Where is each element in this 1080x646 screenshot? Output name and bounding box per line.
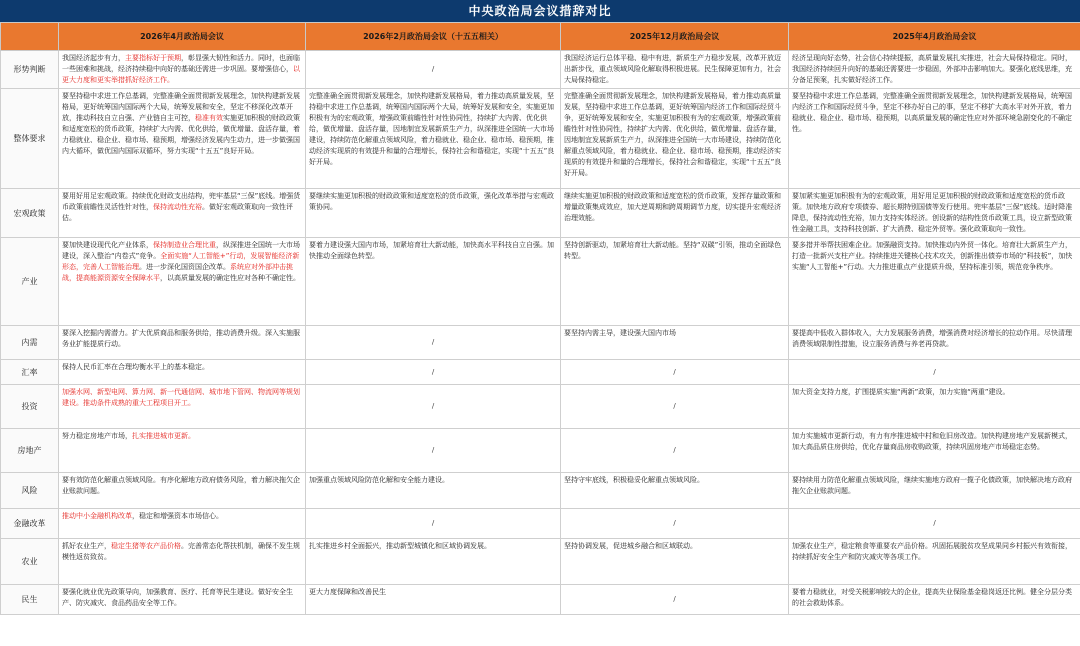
cell-text: 要用好用足宏观政策。持续优化财政支出结构，兜牢基层“三保”底线。增强货币政策前瞻性灵活性针对性， <box>62 192 301 211</box>
cell-2026-feb: 更大力度保障和改善民生 <box>306 585 561 615</box>
cell-2025-apr: 要坚持稳中求进工作总基调，完整准确全面贯彻新发展理念，加快构建新发展格局，统筹国内经济工作和国际经贸斗争，坚定不移办好自己的事，坚定不移扩大高水平对外开放，着力稳就业、稳企业、稳市场、稳预期，以高质量发展的确定性应对外部环境急剧变化的不确定性。 <box>789 89 1080 189</box>
cell-2026-feb: / <box>306 385 561 429</box>
row-category: 民生 <box>1 585 59 615</box>
cell-2026-feb: 要着力建设强大国内市场，加紧培育壮大新动能，加快高水平科技自立自强。加快推动全面绿色转型。 <box>306 238 561 326</box>
table-row <box>1 473 1080 509</box>
comparison-table <box>0 22 1080 615</box>
header-2025-dec: 2025年12月政治局会议 <box>561 23 789 51</box>
cell-2026-apr <box>59 89 306 189</box>
highlight-text: 以更大力度和更实举措抓好经济工作。 <box>62 65 300 84</box>
highlight-text: 加强水网、新型电网、算力网、新一代通信网、城市地下管网、物流网等规划建设。推动条件成熟的重大工程项目开工。 <box>62 388 300 407</box>
table-row <box>1 360 1080 385</box>
cell-2025-dec: / <box>561 360 789 385</box>
cell-2026-feb: / <box>306 360 561 385</box>
cell-2025-dec: / <box>561 509 789 539</box>
cell-2025-dec: 我国经济运行总体平稳、稳中有进，新质生产力稳步发展，改革开放迈出新步伐，重点领域风险化解取得积极进展。民生保障更加有力，社会大局保持稳定。 <box>561 51 789 89</box>
cell-text: ，稳定和增强资本市场信心。 <box>132 512 223 520</box>
cell-text: 要有效防范化解重点领域风险。有序化解地方政府债务风险，着力解决拖欠企业账款问题。 <box>62 476 300 495</box>
cell-2026-feb: 加强重点领域风险防范化解和安全能力建设。 <box>306 473 561 509</box>
cell-2026-feb: / <box>306 51 561 89</box>
cell-2025-dec: / <box>561 429 789 473</box>
row-category: 房地产 <box>1 429 59 473</box>
cell-2026-apr <box>59 326 306 360</box>
cell-2025-dec: 完整准确全面贯彻新发展理念，加快构建新发展格局，着力推动高质量发展，坚持稳中求进工作总基调，更好统筹国内经济工作和国际经贸斗争，更好统筹发展和安全，实施更加积极有为的宏观政策，增强政策前瞻性针对性协同性，持续扩大内需、优化供给，做优增量、盘活存量，因地制宜发展新质生产力，纵深推进全国统一大市场建设，持续防范化解重点领域风险，着力稳就业、稳企业、稳市场、稳预期，推动经济实现质的有效提升和量的合理增长，保持社会和谐稳定，实现“十五五”良好开局。 <box>561 89 789 189</box>
cell-2026-feb: 扎实推进乡村全面振兴，推动新型城镇化和区域协调发展。 <box>306 539 561 585</box>
highlight-text: 稳准有效 <box>195 114 223 122</box>
cell-2025-apr: 要持续用力防范化解重点领域风险，继续实施地方政府一揽子化债政策，加快解决地方政府拖欠企业账款问题。 <box>789 473 1080 509</box>
cell-2025-apr: / <box>789 509 1080 539</box>
cell-2026-feb: / <box>306 509 561 539</box>
cell-text: ，纵深推进全国统一大市场建设，深入整治“内卷式”竞争。 <box>62 241 300 260</box>
row-category: 整体要求 <box>1 89 59 189</box>
cell-2026-feb: / <box>306 326 561 360</box>
cell-2025-apr: 要多措并举帮扶困难企业。加强融资支持。加快推动内外贸一体化。培育壮大新质生产力，打造一批新兴支柱产业。持续推进关键核心技术攻关，创新推出债券市场的“科技板”，加快实施“人工智能+”行动。大力推进重点产业提质升级，坚持标准引领，规范竞争秩序。 <box>789 238 1080 326</box>
table-row <box>1 51 1080 89</box>
header-2025-apr: 2025年4月政治局会议 <box>789 23 1080 51</box>
cell-text: ，以高质量发展的确定性应对各种不确定性。 <box>160 274 300 282</box>
cell-text: 努力稳定房地产市场， <box>62 432 132 440</box>
cell-2026-apr <box>59 51 306 89</box>
cell-2026-apr <box>59 189 306 238</box>
table-row <box>1 429 1080 473</box>
highlight-text: 保持制造业合理比重 <box>153 241 216 249</box>
cell-2026-apr <box>59 473 306 509</box>
cell-2025-apr: 要加紧实施更加积极有为的宏观政策，用好用足更加积极的财政政策和适度宽松的货币政策。加快地方政府专项债券、超长期特别国债等发行使用。兜牢基层“三保”底线。适时降准降息，保持流动性充裕，加力支持实体经济。创设新的结构性货币政策工具，设立新型政策性金融工具，支持科技创新、扩大消费、稳定外贸等。强化政策取向一致性。 <box>789 189 1080 238</box>
row-category: 产业 <box>1 238 59 326</box>
header-2026-apr: 2026年4月政治局会议 <box>59 23 306 51</box>
row-category: 宏观政策 <box>1 189 59 238</box>
header-category <box>1 23 59 51</box>
table-row <box>1 326 1080 360</box>
cell-text: 实施更加积极的财政政策和适度宽松的货币政策，持续扩大内需、优化供给，做优增量、盘活存量，着力稳就业、稳企业、稳市场、稳预期，增强经济发展内生动力，进一步做强国内大循环，做优国内国际双循环，努力实现“十五五”良好开局。 <box>62 114 300 155</box>
header-2026-feb: 2026年2月政治局会议（十五五相关） <box>306 23 561 51</box>
table-row <box>1 509 1080 539</box>
row-category: 内需 <box>1 326 59 360</box>
cell-text: 要强化就业优先政策导向，加强教育、医疗、托育等民生建设。做好安全生产、防灾减灾、食品药品安全等工作。 <box>62 588 293 607</box>
cell-2025-dec: 继续实施更加积极的财政政策和适度宽松的货币政策，发挥存量政策和增量政策集成效应，加大逆周期和跨周期调节力度，切实提升宏观经济治理效能。 <box>561 189 789 238</box>
header-row <box>1 23 1080 51</box>
cell-2025-dec: 坚持守牢底线，积极稳妥化解重点领域风险。 <box>561 473 789 509</box>
highlight-text: 稳定生猪等农产品价格 <box>111 542 181 550</box>
cell-2026-apr <box>59 539 306 585</box>
table-row <box>1 238 1080 326</box>
row-category: 形势判断 <box>1 51 59 89</box>
cell-text: ，彰显强大韧性和活力。同时，也面临一些困难和挑战，经济持续稳中向好的基础还需进一步巩固。要增强信心， <box>62 54 300 73</box>
row-category: 农业 <box>1 539 59 585</box>
table-row <box>1 189 1080 238</box>
cell-2025-dec: 坚持创新驱动，加紧培育壮大新动能。坚持“双碳”引领，推动全面绿色转型。 <box>561 238 789 326</box>
cell-2025-apr: 加强农业生产，稳定粮食等重要农产品价格。巩固拓展脱贫攻坚成果同乡村振兴有效衔接，持续抓好安全生产和防灾减灾等各项工作。 <box>789 539 1080 585</box>
row-category: 金融改革 <box>1 509 59 539</box>
highlight-text: 保持流动性充裕 <box>153 203 202 211</box>
cell-2025-dec: 要坚持内需主导，建设强大国内市场 <box>561 326 789 360</box>
table-row <box>1 539 1080 585</box>
cell-2026-apr <box>59 509 306 539</box>
table-body <box>1 51 1080 615</box>
cell-2026-apr <box>59 360 306 385</box>
cell-text: 要加快建设现代化产业体系， <box>62 241 153 249</box>
cell-text: 抓好农业生产， <box>62 542 111 550</box>
table-header <box>1 23 1080 51</box>
cell-text: 。做好宏观政策取向一致性评估。 <box>62 203 293 222</box>
cell-2025-apr: 加大资金支持力度，扩围提质实施“两新”政策，加力实施“两重”建设。 <box>789 385 1080 429</box>
row-category: 风险 <box>1 473 59 509</box>
cell-text: 。进一步深化国资国企改革。 <box>139 263 230 271</box>
row-category: 投资 <box>1 385 59 429</box>
cell-2025-dec: / <box>561 585 789 615</box>
cell-text: 要坚持稳中求进工作总基调，完整准确全面贯彻新发展理念，加快构建新发展格局，更好统筹国内国际两个大局，统筹发展和安全，坚定不移深化改革开放，推动科技自立自强、产业链自主可控， <box>62 92 300 122</box>
cell-2026-apr <box>59 585 306 615</box>
highlight-text: 全面实施“人工智能+”行动，发展智能经济新形态，完善人工智能治理 <box>62 252 300 271</box>
page-title: 中央政治局会议措辞对比 <box>0 0 1080 22</box>
cell-text: 保持人民币汇率在合理均衡水平上的基本稳定。 <box>62 363 209 371</box>
highlight-text: 推动中小金融机构改革 <box>62 512 132 520</box>
cell-text: 要深入挖掘内需潜力。扩大优质商品和服务供给，推动消费升级。深入实施服务业扩能提质行动。 <box>62 329 300 348</box>
table-row <box>1 89 1080 189</box>
cell-2026-feb: / <box>306 429 561 473</box>
highlight-text: 主要指标好于预期 <box>125 54 181 62</box>
cell-2026-apr <box>59 238 306 326</box>
highlight-text: 系统应对外部冲击挑战，提高能源资源安全保障水平 <box>62 263 293 282</box>
cell-2026-feb: 要继续实施更加积极的财政政策和适度宽松的货币政策，强化改革举措与宏观政策协同。 <box>306 189 561 238</box>
cell-2025-apr: 要提高中低收入群体收入，大力发展服务消费，增强消费对经济增长的拉动作用。尽快清理消费领域限制性措施，设立服务消费与养老再贷款。 <box>789 326 1080 360</box>
cell-2025-apr: 要着力稳就业，对受关税影响较大的企业，提高失业保险基金稳岗返还比例。健全分层分类的社会救助体系。 <box>789 585 1080 615</box>
cell-2026-feb: 完整准确全面贯彻新发展理念，加快构建新发展格局，着力推动高质量发展，坚持稳中求进工作总基调，统筹国内国际两个大局，统筹好发展和安全，实施更加积极有为的宏观政策，增强政策前瞻性针对性协同性，持续扩大内需、优化供给，做优增量、盘活存量，因地制宜发展新质生产力，纵深推进全国统一大市场建设，持续防范化解重点领域风险，着力稳就业、稳企业、稳市场、稳预期，推动经济实现质的有效提升和量的合理增长，保持社会和谐稳定，实现“十五五”良好开局。 <box>306 89 561 189</box>
table-row <box>1 585 1080 615</box>
cell-2026-apr <box>59 429 306 473</box>
cell-2025-apr: 加力实施城市更新行动，有力有序推进城中村和危旧房改造。加快构建房地产发展新模式，加大高品质住房供给，优化存量商品房收购政策，持续巩固房地产市场稳定态势。 <box>789 429 1080 473</box>
cell-text: 。完善常态化帮扶机制，确保不发生规模性返贫致贫。 <box>62 542 300 561</box>
row-category: 汇率 <box>1 360 59 385</box>
cell-2025-dec: / <box>561 385 789 429</box>
highlight-text: 扎实推进城市更新。 <box>132 432 195 440</box>
cell-2025-apr: 经济呈现向好态势，社会信心持续提振，高质量发展扎实推进，社会大局保持稳定。同时，我国经济持续回升向好的基础还需要进一步稳固，外部冲击影响加大。要强化底线思维，充分备足预案，扎实做好经济工作。 <box>789 51 1080 89</box>
cell-2025-apr: / <box>789 360 1080 385</box>
table-row <box>1 385 1080 429</box>
cell-2025-dec: 坚持协调发展，促进城乡融合和区域联动。 <box>561 539 789 585</box>
cell-text: 我国经济起步有力， <box>62 54 125 62</box>
cell-2026-apr <box>59 385 306 429</box>
